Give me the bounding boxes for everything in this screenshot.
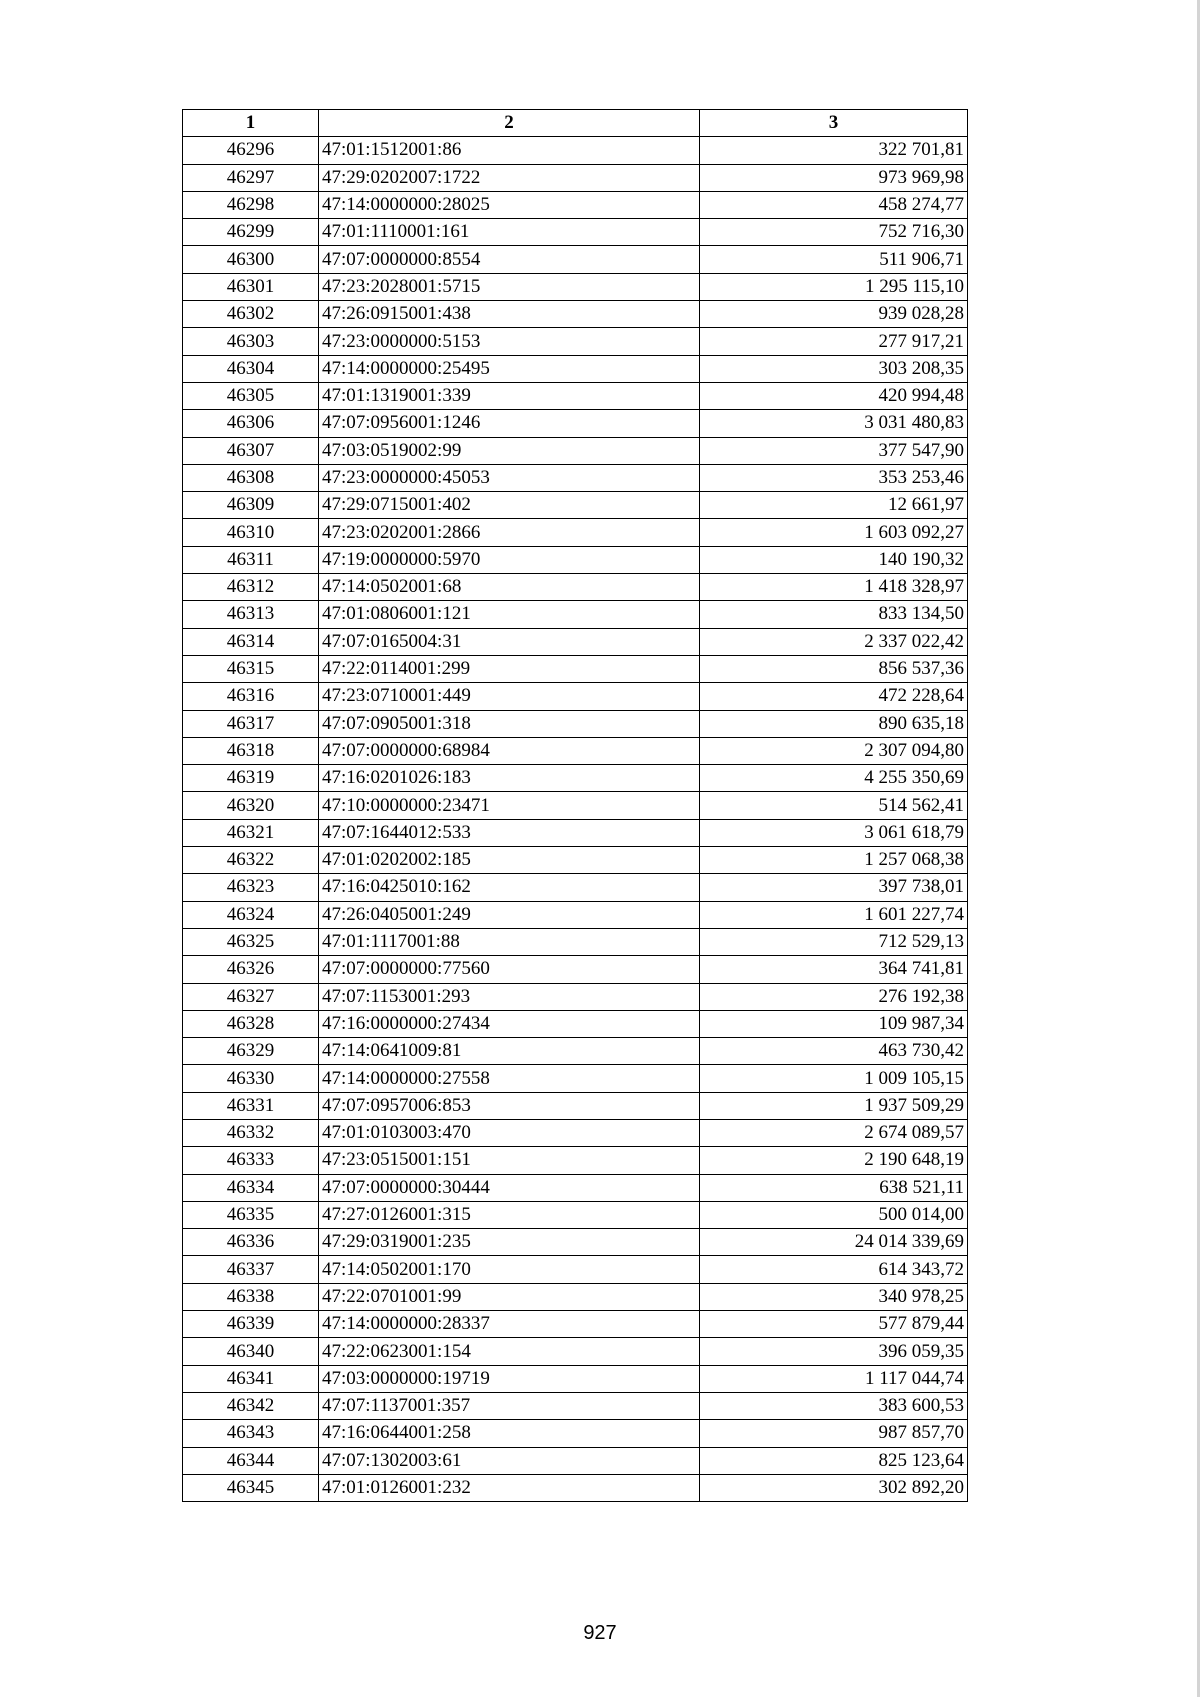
table-row	[183, 1474, 968, 1501]
row-number-cell: 46332	[183, 1119, 319, 1146]
value-cell: 396 059,35	[700, 1338, 968, 1365]
cadastral-number-cell: 47:16:0201026:183	[319, 765, 700, 792]
value-cell: 302 892,20	[700, 1474, 968, 1501]
value-cell: 397 738,01	[700, 874, 968, 901]
value-cell: 1 937 509,29	[700, 1092, 968, 1119]
cadastral-number-cell: 47:03:0519002:99	[319, 437, 700, 464]
cadastral-number-cell: 47:26:0915001:438	[319, 301, 700, 328]
value-cell: 987 857,70	[700, 1420, 968, 1447]
table-row	[183, 956, 968, 983]
cadastral-number-cell: 47:22:0701001:99	[319, 1283, 700, 1310]
column-header-2: 2	[319, 110, 700, 137]
value-cell: 514 562,41	[700, 792, 968, 819]
value-cell: 1 295 115,10	[700, 273, 968, 300]
value-cell: 2 307 094,80	[700, 737, 968, 764]
table-header-row	[183, 110, 968, 137]
table-row	[183, 464, 968, 491]
table-row	[183, 137, 968, 164]
value-cell: 1 009 105,15	[700, 1065, 968, 1092]
row-number-cell: 46344	[183, 1447, 319, 1474]
row-number-cell: 46329	[183, 1038, 319, 1065]
table-row	[183, 1201, 968, 1228]
cadastral-number-cell: 47:01:0126001:232	[319, 1474, 700, 1501]
row-number-cell: 46320	[183, 792, 319, 819]
column-header-3: 3	[700, 110, 968, 137]
row-number-cell: 46311	[183, 546, 319, 573]
value-cell: 353 253,46	[700, 464, 968, 491]
value-cell: 1 601 227,74	[700, 901, 968, 928]
value-cell: 463 730,42	[700, 1038, 968, 1065]
value-cell: 12 661,97	[700, 492, 968, 519]
row-number-cell: 46305	[183, 382, 319, 409]
row-number-cell: 46299	[183, 219, 319, 246]
cadastral-number-cell: 47:14:0502001:68	[319, 574, 700, 601]
value-cell: 420 994,48	[700, 382, 968, 409]
value-cell: 458 274,77	[700, 191, 968, 218]
table-row	[183, 901, 968, 928]
row-number-cell: 46336	[183, 1229, 319, 1256]
value-cell: 377 547,90	[700, 437, 968, 464]
cadastral-number-cell: 47:14:0000000:25495	[319, 355, 700, 382]
value-cell: 2 674 089,57	[700, 1119, 968, 1146]
value-cell: 500 014,00	[700, 1201, 968, 1228]
table-row	[183, 328, 968, 355]
value-cell: 340 978,25	[700, 1283, 968, 1310]
row-number-cell: 46322	[183, 847, 319, 874]
row-number-cell: 46334	[183, 1174, 319, 1201]
value-cell: 4 255 350,69	[700, 765, 968, 792]
row-number-cell: 46297	[183, 164, 319, 191]
row-number-cell: 46310	[183, 519, 319, 546]
cadastral-number-cell: 47:01:1117001:88	[319, 928, 700, 955]
row-number-cell: 46304	[183, 355, 319, 382]
value-cell: 3 061 618,79	[700, 819, 968, 846]
value-cell: 322 701,81	[700, 137, 968, 164]
value-cell: 364 741,81	[700, 956, 968, 983]
value-cell: 3 031 480,83	[700, 410, 968, 437]
row-number-cell: 46298	[183, 191, 319, 218]
row-number-cell: 46307	[183, 437, 319, 464]
cadastral-number-cell: 47:14:0000000:28337	[319, 1311, 700, 1338]
value-cell: 1 418 328,97	[700, 574, 968, 601]
table-row	[183, 710, 968, 737]
row-number-cell: 46335	[183, 1201, 319, 1228]
table-row	[183, 928, 968, 955]
table-row	[183, 1420, 968, 1447]
table-row	[183, 546, 968, 573]
row-number-cell: 46314	[183, 628, 319, 655]
row-number-cell: 46328	[183, 1010, 319, 1037]
value-cell: 472 228,64	[700, 683, 968, 710]
value-cell: 890 635,18	[700, 710, 968, 737]
cadastral-number-cell: 47:07:0000000:68984	[319, 737, 700, 764]
table-row	[183, 164, 968, 191]
value-cell: 825 123,64	[700, 1447, 968, 1474]
row-number-cell: 46324	[183, 901, 319, 928]
row-number-cell: 46327	[183, 983, 319, 1010]
row-number-cell: 46300	[183, 246, 319, 273]
value-cell: 973 969,98	[700, 164, 968, 191]
value-cell: 1 603 092,27	[700, 519, 968, 546]
cadastral-number-cell: 47:14:0641009:81	[319, 1038, 700, 1065]
value-cell: 577 879,44	[700, 1311, 968, 1338]
cadastral-number-cell: 47:07:0957006:853	[319, 1092, 700, 1119]
table-row	[183, 1283, 968, 1310]
table-row	[183, 355, 968, 382]
cadastral-number-cell: 47:01:1512001:86	[319, 137, 700, 164]
table-row	[183, 301, 968, 328]
value-cell: 109 987,34	[700, 1010, 968, 1037]
cadastral-number-cell: 47:14:0000000:28025	[319, 191, 700, 218]
cadastral-number-cell: 47:16:0425010:162	[319, 874, 700, 901]
table-row	[183, 983, 968, 1010]
table-row	[183, 737, 968, 764]
table-row	[183, 819, 968, 846]
value-cell: 752 716,30	[700, 219, 968, 246]
cadastral-number-cell: 47:27:0126001:315	[319, 1201, 700, 1228]
row-number-cell: 46343	[183, 1420, 319, 1447]
cadastral-number-cell: 47:01:1110001:161	[319, 219, 700, 246]
row-number-cell: 46323	[183, 874, 319, 901]
table-row	[183, 792, 968, 819]
table-body	[183, 137, 968, 1502]
cadastral-number-cell: 47:29:0202007:1722	[319, 164, 700, 191]
row-number-cell: 46333	[183, 1147, 319, 1174]
row-number-cell: 46306	[183, 410, 319, 437]
table-row	[183, 1174, 968, 1201]
value-cell: 2 337 022,42	[700, 628, 968, 655]
row-number-cell: 46301	[183, 273, 319, 300]
table-row	[183, 1010, 968, 1037]
column-header-1: 1	[183, 110, 319, 137]
table-row	[183, 874, 968, 901]
row-number-cell: 46325	[183, 928, 319, 955]
row-number-cell: 46313	[183, 601, 319, 628]
cadastral-number-cell: 47:07:0000000:30444	[319, 1174, 700, 1201]
cadastral-number-cell: 47:23:0202001:2866	[319, 519, 700, 546]
cadastral-number-cell: 47:07:0905001:318	[319, 710, 700, 737]
row-number-cell: 46303	[183, 328, 319, 355]
row-number-cell: 46341	[183, 1365, 319, 1392]
table-row	[183, 628, 968, 655]
value-cell: 140 190,32	[700, 546, 968, 573]
cadastral-number-cell: 47:14:0000000:27558	[319, 1065, 700, 1092]
table-row	[183, 1038, 968, 1065]
value-cell: 1 117 044,74	[700, 1365, 968, 1392]
cadastral-number-cell: 47:07:0956001:1246	[319, 410, 700, 437]
cadastral-number-cell: 47:16:0000000:27434	[319, 1010, 700, 1037]
row-number-cell: 46331	[183, 1092, 319, 1119]
row-number-cell: 46345	[183, 1474, 319, 1501]
table-row	[183, 1229, 968, 1256]
cadastral-number-cell: 47:16:0644001:258	[319, 1420, 700, 1447]
value-cell: 614 343,72	[700, 1256, 968, 1283]
cadastral-number-cell: 47:23:0515001:151	[319, 1147, 700, 1174]
value-cell: 2 190 648,19	[700, 1147, 968, 1174]
table-row	[183, 1392, 968, 1419]
table-row	[183, 219, 968, 246]
cadastral-number-cell: 47:22:0114001:299	[319, 655, 700, 682]
table-row	[183, 191, 968, 218]
table-row	[183, 1338, 968, 1365]
table-header	[183, 110, 968, 137]
cadastral-number-cell: 47:29:0319001:235	[319, 1229, 700, 1256]
cadastral-number-cell: 47:23:0710001:449	[319, 683, 700, 710]
row-number-cell: 46339	[183, 1311, 319, 1338]
row-number-cell: 46342	[183, 1392, 319, 1419]
value-cell: 24 014 339,69	[700, 1229, 968, 1256]
row-number-cell: 46326	[183, 956, 319, 983]
table-row	[183, 765, 968, 792]
table-row	[183, 683, 968, 710]
cadastral-number-cell: 47:19:0000000:5970	[319, 546, 700, 573]
row-number-cell: 46318	[183, 737, 319, 764]
table-row	[183, 1147, 968, 1174]
cadastral-number-cell: 47:01:0806001:121	[319, 601, 700, 628]
cadastral-number-cell: 47:07:0165004:31	[319, 628, 700, 655]
table-row	[183, 437, 968, 464]
cadastral-number-cell: 47:23:0000000:45053	[319, 464, 700, 491]
row-number-cell: 46302	[183, 301, 319, 328]
table-row	[183, 655, 968, 682]
row-number-cell: 46319	[183, 765, 319, 792]
row-number-cell: 46309	[183, 492, 319, 519]
row-number-cell: 46308	[183, 464, 319, 491]
row-number-cell: 46337	[183, 1256, 319, 1283]
cadastral-number-cell: 47:10:0000000:23471	[319, 792, 700, 819]
value-cell: 276 192,38	[700, 983, 968, 1010]
table-row	[183, 1065, 968, 1092]
value-cell: 383 600,53	[700, 1392, 968, 1419]
row-number-cell: 46315	[183, 655, 319, 682]
cadastral-number-cell: 47:03:0000000:19719	[319, 1365, 700, 1392]
cadastral-number-cell: 47:14:0502001:170	[319, 1256, 700, 1283]
data-table	[182, 109, 968, 1502]
table-row	[183, 1256, 968, 1283]
row-number-cell: 46340	[183, 1338, 319, 1365]
cadastral-number-cell: 47:01:1319001:339	[319, 382, 700, 409]
value-cell: 303 208,35	[700, 355, 968, 382]
cadastral-number-cell: 47:22:0623001:154	[319, 1338, 700, 1365]
table-row	[183, 1447, 968, 1474]
row-number-cell: 46338	[183, 1283, 319, 1310]
table-row	[183, 574, 968, 601]
page-number: 927	[583, 1622, 617, 1644]
row-number-cell: 46296	[183, 137, 319, 164]
table-row	[183, 1092, 968, 1119]
table-row	[183, 847, 968, 874]
cadastral-number-cell: 47:23:2028001:5715	[319, 273, 700, 300]
value-cell: 712 529,13	[700, 928, 968, 955]
row-number-cell: 46317	[183, 710, 319, 737]
cadastral-number-cell: 47:07:1644012:533	[319, 819, 700, 846]
cadastral-number-cell: 47:07:0000000:8554	[319, 246, 700, 273]
table-row	[183, 246, 968, 273]
table-row	[183, 1365, 968, 1392]
cadastral-number-cell: 47:01:0103003:470	[319, 1119, 700, 1146]
value-cell: 638 521,11	[700, 1174, 968, 1201]
table-row	[183, 601, 968, 628]
value-cell: 511 906,71	[700, 246, 968, 273]
cadastral-number-cell: 47:23:0000000:5153	[319, 328, 700, 355]
value-cell: 1 257 068,38	[700, 847, 968, 874]
table-row	[183, 273, 968, 300]
value-cell: 277 917,21	[700, 328, 968, 355]
cadastral-number-cell: 47:07:1153001:293	[319, 983, 700, 1010]
row-number-cell: 46321	[183, 819, 319, 846]
cadastral-number-cell: 47:07:0000000:77560	[319, 956, 700, 983]
table-row	[183, 382, 968, 409]
table-row	[183, 410, 968, 437]
table-row	[183, 519, 968, 546]
cadastral-number-cell: 47:07:1137001:357	[319, 1392, 700, 1419]
table-row	[183, 1119, 968, 1146]
row-number-cell: 46312	[183, 574, 319, 601]
row-number-cell: 46330	[183, 1065, 319, 1092]
cadastral-number-cell: 47:26:0405001:249	[319, 901, 700, 928]
value-cell: 856 537,36	[700, 655, 968, 682]
table-row	[183, 1311, 968, 1338]
value-cell: 939 028,28	[700, 301, 968, 328]
cadastral-number-cell: 47:07:1302003:61	[319, 1447, 700, 1474]
cadastral-number-cell: 47:01:0202002:185	[319, 847, 700, 874]
row-number-cell: 46316	[183, 683, 319, 710]
table-row	[183, 492, 968, 519]
cadastral-number-cell: 47:29:0715001:402	[319, 492, 700, 519]
value-cell: 833 134,50	[700, 601, 968, 628]
